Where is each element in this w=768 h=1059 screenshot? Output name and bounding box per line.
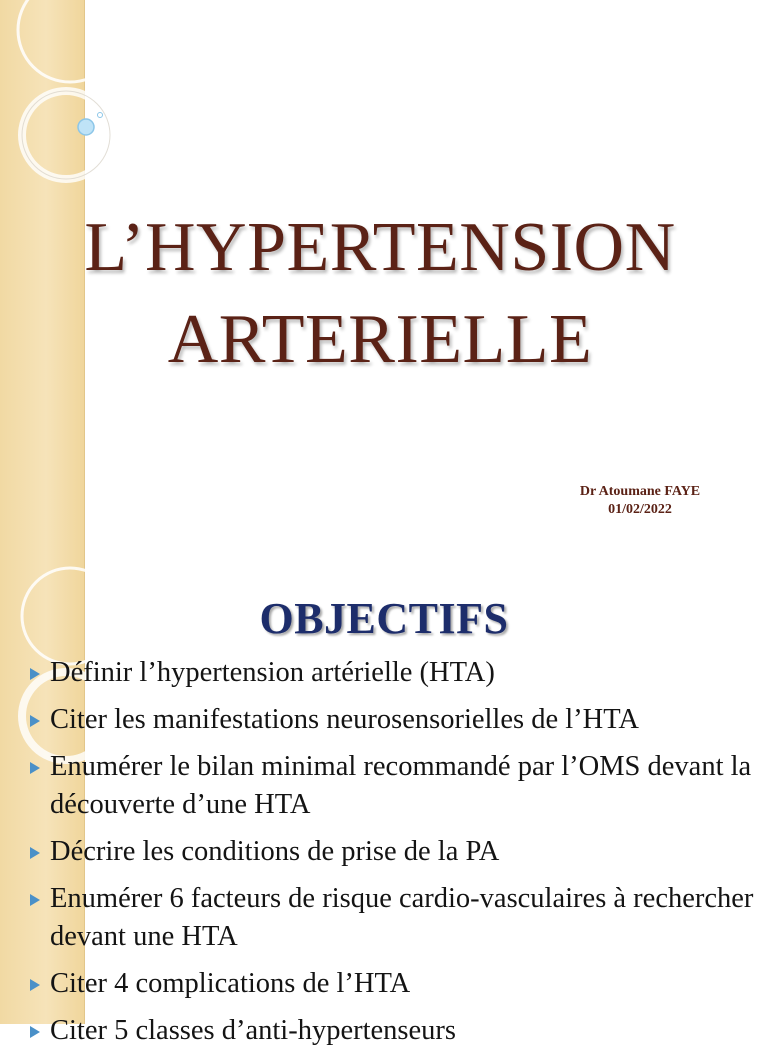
list-item bbox=[0, 965, 760, 1003]
list-item-text: Citer 4 complications de l’HTA bbox=[50, 968, 411, 999]
list-item-text: Citer les manifestations neurosensorielles de l’HTA bbox=[50, 704, 639, 735]
list-item bbox=[0, 833, 760, 871]
arrow-bullet-icon bbox=[30, 668, 40, 680]
arrow-bullet-icon bbox=[30, 979, 40, 991]
list-item bbox=[0, 880, 760, 956]
title-line-1: L’HYPERTENSION bbox=[84, 209, 676, 286]
arrow-bullet-icon bbox=[30, 894, 40, 906]
list-item-text: Enumérer 6 facteurs de risque cardio-vasculaires à rechercher devant une HTA bbox=[50, 883, 754, 952]
arrow-bullet-icon bbox=[30, 847, 40, 859]
circle-ornament bbox=[0, 0, 140, 200]
arrow-bullet-icon bbox=[30, 1026, 40, 1038]
author-block bbox=[540, 483, 740, 519]
objectives-list bbox=[0, 654, 760, 1059]
arrow-bullet-icon bbox=[30, 715, 40, 727]
list-item-text: Enumérer le bilan minimal recommandé par l’OMS devant la découverte d’une HTA bbox=[50, 751, 752, 820]
title-line-2: ARTERIELLE bbox=[167, 301, 593, 378]
list-item-text: Décrire les conditions de prise de la PA bbox=[50, 836, 500, 867]
list-item bbox=[0, 748, 760, 824]
list-item-text: Citer 5 classes d’anti-hypertenseurs bbox=[50, 1015, 456, 1046]
objectives-slide bbox=[0, 576, 768, 1046]
presentation-date: 01/02/2022 bbox=[608, 502, 672, 517]
arrow-bullet-icon bbox=[30, 762, 40, 774]
objectives-heading: OBJECTIFS bbox=[259, 594, 509, 643]
author-name: Dr Atoumane FAYE bbox=[579, 484, 701, 499]
list-item-text: Définir l’hypertension artérielle (HTA) bbox=[50, 657, 495, 688]
list-item bbox=[0, 1012, 760, 1050]
list-item bbox=[0, 701, 760, 739]
list-item bbox=[0, 654, 760, 692]
